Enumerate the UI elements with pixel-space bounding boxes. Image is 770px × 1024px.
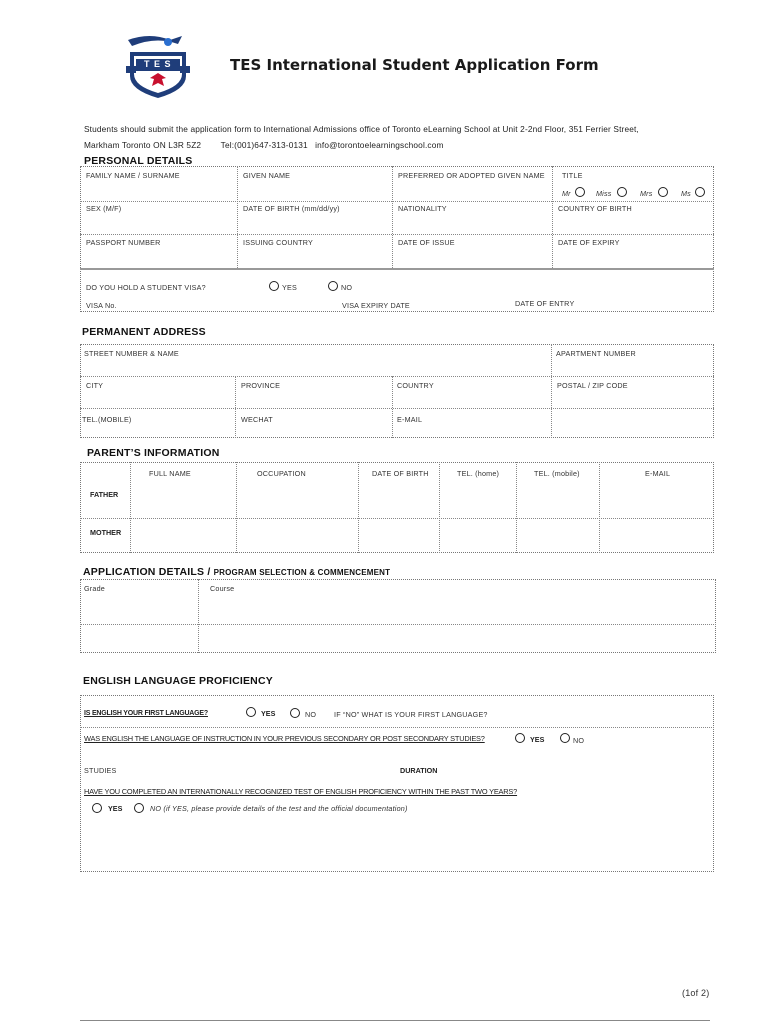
father-label: FATHER [90, 490, 119, 499]
first-language-no-label: NO [305, 710, 317, 719]
grade-label: Grade [84, 584, 105, 593]
application-heading: APPLICATION DETAILS / [83, 566, 211, 578]
wechat-label: WECHAT [241, 415, 273, 424]
visa-yes-label: YES [282, 283, 297, 292]
parents-col-dob: DATE OF BIRTH [372, 469, 429, 478]
page-number: (1of 2) [682, 988, 710, 998]
footer-rule [80, 1020, 710, 1021]
section-heading-address: PERMANENT ADDRESS [79, 326, 209, 338]
test-yes-label: YES [108, 804, 123, 813]
email-label: E-MAIL [397, 415, 423, 424]
title-miss-radio[interactable] [617, 187, 627, 197]
test-no-radio[interactable] [134, 803, 144, 813]
parents-col-fullname: FULL NAME [149, 469, 191, 478]
english-first-language-question: IS ENGLISH YOUR FIRST LANGUAGE? [84, 710, 208, 717]
english-test-question: HAVE YOU COMPLETED AN INTERNATIONALLY RECOGNIZED TEST OF ENGLISH PROFICIENCY WITHIN THE PAST TWO YEARS? [84, 787, 518, 796]
first-language-followup: IF “NO” WHAT IS YOUR FIRST LANGUAGE? [334, 710, 488, 719]
mother-label: MOTHER [90, 528, 122, 537]
visa-number-label: VISA No. [86, 301, 117, 310]
preferred-name-label: PREFERRED OR ADOPTED GIVEN NAME [398, 171, 545, 180]
visa-question: DO YOU HOLD A STUDENT VISA? [86, 283, 206, 292]
logo-text: T E S [144, 59, 172, 69]
application-subheading: PROGRAM SELECTION & COMMENCEMENT [213, 568, 391, 577]
postal-code-label: POSTAL / ZIP CODE [557, 381, 628, 390]
parents-col-email: E-MAIL [645, 469, 671, 478]
section-heading-parents: PARENT’S INFORMATION [84, 447, 223, 459]
intro-line-1: Students should submit the application form to International Admissions office of Toronto eLearning School at Unit 2-2nd Floor, 351 Ferrier Street, [84, 124, 639, 134]
visa-no-radio[interactable] [328, 281, 338, 291]
apartment-label: APARTMENT NUMBER [556, 349, 636, 358]
intro-line-2: Markham Toronto ON L3R 5Z2 Tel:(001)647-313-0131 info@torontoelearningschool.com [84, 140, 444, 150]
instruction-no-label: NO [573, 736, 585, 745]
street-label: STREET NUMBER & NAME [84, 349, 179, 358]
title-mrs-label: Mrs [640, 189, 653, 198]
first-language-yes-radio[interactable] [246, 707, 256, 717]
parents-col-tel-mobile: TEL. (mobile) [534, 469, 580, 478]
family-name-label: FAMILY NAME / SURNAME [86, 171, 180, 180]
nationality-label: NATIONALITY [398, 204, 447, 213]
title-ms-radio[interactable] [695, 187, 705, 197]
course-label: Course [210, 584, 235, 593]
school-logo [120, 30, 196, 100]
passport-label: PASSPORT NUMBER [86, 238, 161, 247]
province-label: PROVINCE [241, 381, 281, 390]
instruction-yes-label: YES [530, 735, 545, 744]
instruction-no-radio[interactable] [560, 733, 570, 743]
visa-expiry-label: VISA EXPIRY DATE [342, 301, 410, 310]
duration-label: DURATION [400, 766, 438, 775]
instruction-yes-radio[interactable] [515, 733, 525, 743]
title-mr-label: Mr [562, 189, 571, 198]
test-yes-radio[interactable] [92, 803, 102, 813]
instruction-language-question: WAS ENGLISH THE LANGUAGE OF INSTRUCTION IN YOUR PREVIOUS SECONDARY OR POST SECONDARY STUDIES? [84, 734, 485, 743]
title-mr-radio[interactable] [575, 187, 585, 197]
section-heading-personal: PERSONAL DETAILS [81, 155, 195, 167]
issuing-country-label: ISSUING COUNTRY [243, 238, 313, 247]
test-no-note: NO (if YES, please provide details of the test and the official documentation) [150, 804, 408, 813]
dob-label: DATE OF BIRTH (mm/dd/yy) [243, 204, 340, 213]
parents-col-occupation: OCCUPATION [257, 469, 306, 478]
sex-label: SEX (M/F) [86, 204, 122, 213]
visa-no-label: NO [341, 283, 353, 292]
first-language-yes-label: YES [261, 709, 276, 718]
title-mrs-radio[interactable] [658, 187, 668, 197]
form-title: TES International Student Application Form [230, 56, 599, 74]
country-label: COUNTRY [397, 381, 434, 390]
section-heading-english: ENGLISH LANGUAGE PROFICIENCY [80, 675, 276, 687]
title-label: TITLE [562, 171, 583, 180]
date-of-entry-label: DATE OF ENTRY [515, 299, 575, 308]
given-name-label: GIVEN NAME [243, 171, 291, 180]
parents-col-tel-home: TEL. (home) [457, 469, 500, 478]
title-miss-label: Miss [596, 189, 612, 198]
country-of-birth-label: COUNTRY OF BIRTH [558, 204, 632, 213]
section-heading-application [80, 566, 393, 578]
date-of-expiry-label: DATE OF EXPIRY [558, 238, 620, 247]
city-label: CITY [86, 381, 104, 390]
first-language-no-radio[interactable] [290, 708, 300, 718]
english-box [80, 695, 714, 872]
title-ms-label: Ms [681, 189, 691, 198]
studies-label: STUDIES [84, 766, 117, 775]
tel-mobile-label: TEL.(MOBILE) [82, 415, 132, 424]
application-box [80, 579, 716, 653]
visa-yes-radio[interactable] [269, 281, 279, 291]
date-of-issue-label: DATE OF ISSUE [398, 238, 455, 247]
